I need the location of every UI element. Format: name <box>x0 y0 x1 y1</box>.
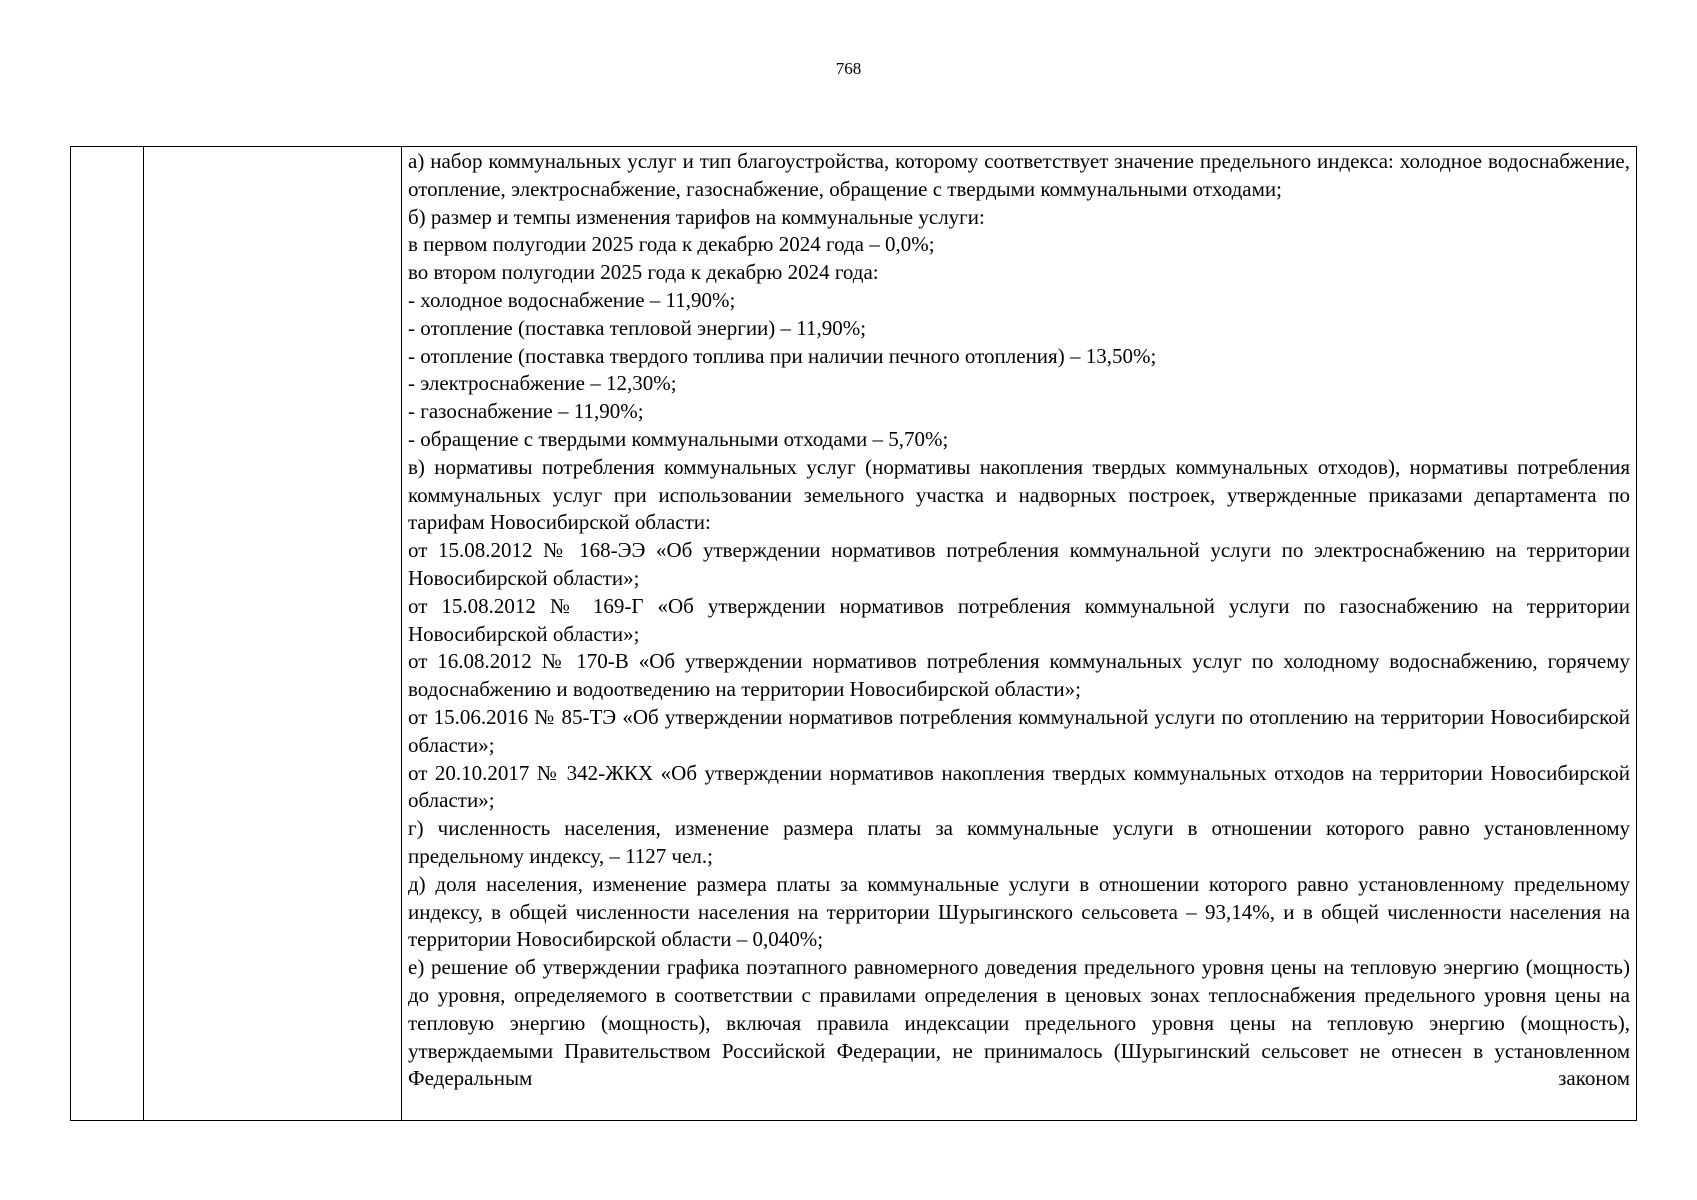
table-row <box>71 147 1637 1121</box>
paragraph-g: г) численность населения, изменение размера платы за коммунальные услуги в отношении которого равно установленному предельному индексу, – 1127 чел.; <box>408 816 1630 868</box>
page-number: 768 <box>835 59 862 78</box>
paragraph-v: в) нормативы потребления коммунальных услуг (нормативы накопления твердых коммунальных отходов), нормативы потребления коммунальных услуг при использовании земельного участка и надворных построек, утвержденные приказами департамента по тарифам Новосибирской области: <box>408 454 1630 535</box>
order-342-zhkh: от 20.10.2017 № 342-ЖКХ «Об утверждении нормативов накопления твердых коммунальных отходов на территории Новосибирской области»; <box>408 760 1630 813</box>
order-85-te: от 15.06.2016 № 85-ТЭ «Об утверждении нормативов потребления коммунальной услуги по отоплению на территории Новосибирской области»; <box>408 704 1630 757</box>
list-item-cold-water: - холодное водоснабжение – 11,90%; <box>408 287 736 312</box>
table-cell-number <box>71 147 144 1121</box>
paragraph-a: а) набор коммунальных услуг и тип благоустройства, которому соответствует значение предельного индекса: холодное водоснабжение, отопление, электроснабжение, газоснабжение, обращение с твердыми коммунальными отходами; <box>408 149 1630 201</box>
list-item-electricity: - электроснабжение – 12,30%; <box>408 371 677 396</box>
table-cell-name <box>144 147 402 1121</box>
content-text-block <box>408 148 1630 1120</box>
list-item-gas: - газоснабжение – 11,90%; <box>408 399 644 424</box>
order-168-ee: от 15.08.2012 № 168-ЭЭ «Об утверждении нормативов потребления коммунальной услуги по электроснабжению на территории Новосибирской области»; <box>408 538 1630 590</box>
order-169-g: от 15.08.2012 № 169-Г «Об утверждении нормативов потребления коммунальной услуги по газоснабжению на территории Новосибирской области»; <box>408 593 1630 646</box>
paragraph-second-half: во втором полугодии 2025 года к декабрю 2024 года: <box>408 260 879 285</box>
paragraph-d: д) доля населения, изменение размера платы за коммунальные услуги в отношении которого равно установленному предельному индексу, в общей численности населения на территории Шурыгинского сельсовета – 93,14%, и в общей численности населения на территории Новосибирской области – 0,040%; <box>408 871 1630 952</box>
paragraph-first-half: в первом полугодии 2025 года к декабрю 2024 года – 0,0%; <box>408 232 935 257</box>
table-cell-content <box>402 147 1637 1121</box>
order-170-v: от 16.08.2012 № 170-В «Об утверждении нормативов потребления коммунальных услуг по холодному водоснабжению, горячему водоснабжению и водоотведению на территории Новосибирской области»; <box>408 649 1630 702</box>
paragraph-b: б) размер и темпы изменения тарифов на коммунальные услуги: <box>408 204 985 229</box>
list-item-heating-solid-fuel: - отопление (поставка твердого топлива при наличии печного отопления) – 13,50%; <box>408 343 1157 368</box>
paragraph-e: е) решение об утверждении графика поэтапного равномерного доведения предельного уровня цены на тепловую энергию (мощность) до уровня, определяемого в соответствии с правилами определения в ценовых зонах теплоснабжения предельного уровня цены на тепловую энергию (мощность), включая правила индексации предельного уровня цены на тепловую энергию (мощность), утверждаемыми Правительством Российской Федерации, не принималось (Шурыгинский сельсовет не отнесен в установленном Федеральным законом <box>408 955 1630 1091</box>
document-table <box>70 146 1637 1121</box>
list-item-heating: - отопление (поставка тепловой энергии) – 11,90%; <box>408 315 867 340</box>
list-item-waste: - обращение с твердыми коммунальными отходами – 5,70%; <box>408 426 949 451</box>
